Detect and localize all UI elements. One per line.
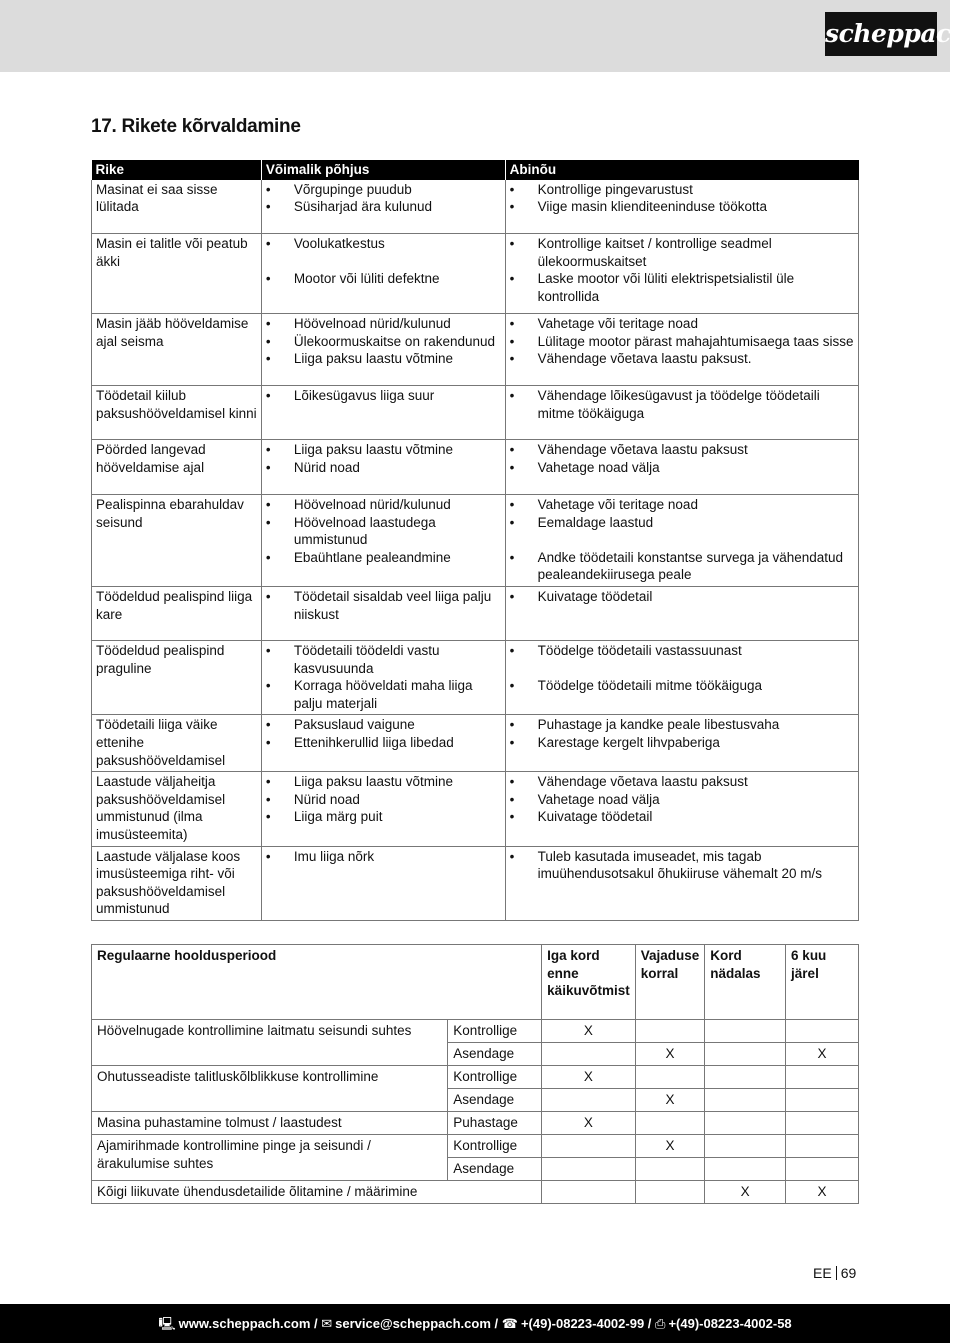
fault-cell: Töödeldud pealispind liiga kare: [92, 587, 262, 641]
table-row: [92, 772, 859, 846]
scheppach-logo: scheppach: [825, 12, 937, 56]
list-item: • Vahetage või teritage noad: [510, 315, 854, 333]
header-remedy: Abinõu: [505, 160, 858, 180]
list-item: • Kuivatage töödetail: [510, 588, 854, 606]
footer-bar: [0, 1304, 950, 1343]
mark-cell: [542, 1043, 636, 1066]
list-item: • Eemaldage laastud: [510, 514, 854, 532]
header-weekly: Kord nädalas: [705, 945, 786, 1020]
list-item: • Töödetaili töödeldi vastu kasvusuunda: [266, 642, 501, 677]
list-item: • Kontrollige kaitset / kontrollige seadmel ülekoormuskaitset: [510, 235, 854, 270]
list-item: • Süsiharjad ära kulunud: [266, 198, 501, 216]
header-cause: Võimalik põhjus: [261, 160, 505, 180]
table-row: [92, 715, 859, 772]
mark-cell: [542, 1181, 636, 1204]
maintenance-header-row: [92, 945, 859, 1020]
mark-cell: [542, 1135, 636, 1158]
table-row: [92, 1020, 859, 1043]
cause-cell: [261, 846, 505, 920]
list-item: • Ebaühtlane pealeandmine: [266, 549, 501, 567]
list-item: • Höövelnoad nürid/kulunud: [266, 496, 501, 514]
mark-cell: X: [542, 1112, 636, 1135]
list-item: • Mootor või lüliti defektne: [266, 270, 501, 288]
mark-cell: X: [542, 1066, 636, 1089]
table-row: [92, 1066, 859, 1089]
list-item: • Laske mootor või lüliti elektrispetsialistil üle kontrollida: [510, 270, 854, 305]
cause-cell: [261, 772, 505, 846]
list-item: • Vahetage või teritage noad: [510, 496, 854, 514]
list-item: • Vähendage lõikesügavust ja töödelge töödetaili mitme töökäiguga: [510, 387, 854, 422]
list-item: • Vahetage noad välja: [510, 459, 854, 477]
page-separator: [836, 1266, 837, 1280]
action-cell: Puhastage: [448, 1112, 542, 1135]
mark-cell: X: [635, 1135, 705, 1158]
cause-cell: [261, 386, 505, 440]
fax-icon: ⎙: [655, 1316, 666, 1331]
mark-cell: X: [542, 1020, 636, 1043]
action-cell: Asendage: [448, 1158, 542, 1181]
table-row: [92, 1135, 859, 1158]
cause-cell: [261, 495, 505, 587]
table-header-row: [92, 160, 859, 180]
cause-cell: [261, 180, 505, 234]
page-lang: EE: [813, 1265, 832, 1281]
fault-cell: Masinat ei saa sisse lülitada: [92, 180, 262, 234]
action-cell: Asendage: [448, 1089, 542, 1112]
action-cell: Asendage: [448, 1043, 542, 1066]
remedy-cell: [505, 234, 858, 314]
footer-phone: +(49)-08223-4002-99 /: [520, 1316, 652, 1331]
mark-cell: [705, 1089, 786, 1112]
remedy-cell: [505, 587, 858, 641]
list-item: • Tuleb kasutada imuseadet, mis tagab imuühendusotsakul õhukiiruse vähemalt 20 m/s: [510, 848, 854, 883]
page-num: 69: [840, 1265, 857, 1281]
task-cell: Höövelnugade kontrollimine laitmatu seisundi suhtes: [92, 1020, 448, 1066]
list-item: • Liiga paksu laastu võtmine: [266, 350, 501, 368]
list-item: • Paksuslaud vaigune: [266, 716, 501, 734]
footer-email[interactable]: service@scheppach.com /: [335, 1316, 499, 1331]
table-row: [92, 495, 859, 587]
mark-cell: [635, 1181, 705, 1204]
mark-cell: [635, 1158, 705, 1181]
mark-cell: [705, 1112, 786, 1135]
table-row: [92, 1181, 859, 1204]
email-icon: ✉: [321, 1316, 333, 1331]
list-item: • Liiga paksu laastu võtmine: [266, 441, 501, 459]
task-cell: Masina puhastamine tolmust / laastudest: [92, 1112, 448, 1135]
mark-cell: [786, 1066, 859, 1089]
cause-cell: [261, 715, 505, 772]
mark-cell: [705, 1043, 786, 1066]
troubleshooting-table: [91, 160, 859, 921]
cause-cell: [261, 440, 505, 495]
fault-cell: Töödetail kiilub paksushööveldamisel kinni: [92, 386, 262, 440]
table-row: [92, 846, 859, 920]
list-item: • Vähendage võetava laastu paksust: [510, 773, 854, 791]
fault-cell: Pealispinna ebarahuldav seisund: [92, 495, 262, 587]
remedy-cell: [505, 772, 858, 846]
remedy-cell: [505, 386, 858, 440]
table-row: [92, 314, 859, 386]
fault-cell: Töödeldud pealispind praguline: [92, 641, 262, 715]
header-maintenance-period: Regulaarne hooldusperiood: [92, 945, 542, 1020]
header-fault: Rike: [92, 160, 262, 180]
footer-web[interactable]: www.scheppach.com /: [178, 1316, 318, 1331]
cause-cell: [261, 587, 505, 641]
list-item: • Liiga märg puit: [266, 808, 501, 826]
table-row: [92, 440, 859, 495]
list-item: • Nürid noad: [266, 791, 501, 809]
list-item: • Töödetail sisaldab veel liiga palju niiskust: [266, 588, 501, 623]
table-row: [92, 587, 859, 641]
footer-fax: +(49)-08223-4002-58: [668, 1316, 792, 1331]
table-row: [92, 386, 859, 440]
list-item: • Töödelge töödetaili mitme töökäiguga: [510, 677, 854, 695]
mark-cell: [705, 1158, 786, 1181]
task-cell: Kõigi liikuvate ühendusdetailide õlitamine / määrimine: [92, 1181, 542, 1204]
page-number: [813, 1265, 856, 1281]
phone-icon: ☎: [501, 1316, 518, 1331]
table-row: [92, 1112, 859, 1135]
action-cell: Kontrollige: [448, 1135, 542, 1158]
mark-cell: X: [786, 1181, 859, 1204]
remedy-cell: [505, 641, 858, 715]
mark-cell: [542, 1089, 636, 1112]
list-item: • Viige masin klienditeeninduse töökotta: [510, 198, 854, 216]
list-item: • Lõikesügavus liiga suur: [266, 387, 501, 405]
list-item: • Karestage kergelt lihvpaberiga: [510, 734, 854, 752]
list-item: • Höövelnoad nürid/kulunud: [266, 315, 501, 333]
list-item: • Nürid noad: [266, 459, 501, 477]
list-item: • Vähendage võetava laastu paksust: [510, 441, 854, 459]
mark-cell: [635, 1112, 705, 1135]
mark-cell: X: [635, 1089, 705, 1112]
remedy-cell: [505, 846, 858, 920]
table-row: [92, 641, 859, 715]
mark-cell: X: [705, 1181, 786, 1204]
mark-cell: [635, 1066, 705, 1089]
mark-cell: [786, 1135, 859, 1158]
section-title: 17. Rikete kõrvaldamine: [91, 116, 301, 137]
cause-cell: [261, 314, 505, 386]
list-item: • Liiga paksu laastu võtmine: [266, 773, 501, 791]
header-bar: [0, 0, 968, 72]
maintenance-table: [91, 944, 859, 1204]
list-item: • Vahetage noad välja: [510, 791, 854, 809]
mark-cell: [786, 1158, 859, 1181]
header-before-commissioning: Iga kord enne käikuvõtmist: [542, 945, 636, 1020]
task-cell: Ajamirihmade kontrollimine pinge ja seisundi / ärakulumise suhtes: [92, 1135, 448, 1181]
mark-cell: [786, 1112, 859, 1135]
cause-cell: [261, 234, 505, 314]
list-item: • Võrgupinge puudub: [266, 181, 501, 199]
list-item: • Höövelnoad laastudega ummistunud: [266, 514, 501, 549]
task-cell: Ohutusseadiste talitluskõlblikkuse kontrollimine: [92, 1066, 448, 1112]
remedy-cell: [505, 314, 858, 386]
header-six-months: 6 kuu järel: [786, 945, 859, 1020]
list-item: • Töödelge töödetaili vastassuunast: [510, 642, 854, 660]
table-row: [92, 234, 859, 314]
list-item: • Lülitage mootor pärast mahajahtumisaega taas sisse: [510, 333, 854, 351]
list-item: • Kuivatage töödetail: [510, 808, 854, 826]
list-item: • Ülekoormuskaitse on rakendunud: [266, 333, 501, 351]
list-item: • Andke töödetaili konstantse survega ja vähendatud pealeandekiirusega peale: [510, 549, 854, 584]
remedy-cell: [505, 440, 858, 495]
table-row: [92, 180, 859, 234]
action-cell: Kontrollige: [448, 1066, 542, 1089]
list-item: • Imu liiga nõrk: [266, 848, 501, 866]
mark-cell: [635, 1020, 705, 1043]
list-item: • Puhastage ja kandke peale libestusvaha: [510, 716, 854, 734]
mark-cell: X: [786, 1043, 859, 1066]
remedy-cell: [505, 715, 858, 772]
remedy-cell: [505, 180, 858, 234]
list-item: • Vähendage võetava laastu paksust.: [510, 350, 854, 368]
mark-cell: [705, 1135, 786, 1158]
remedy-cell: [505, 495, 858, 587]
mark-cell: [705, 1020, 786, 1043]
fault-cell: Laastude väljalase koos imusüsteemiga riht- või paksushööveldamisel ummistunud: [92, 846, 262, 920]
action-cell: Kontrollige: [448, 1020, 542, 1043]
header-as-needed: Vajaduse korral: [635, 945, 705, 1020]
computer-icon: 🖳: [158, 1316, 176, 1331]
fault-cell: Masin jääb hööveldamise ajal seisma: [92, 314, 262, 386]
list-item: • Voolukatkestus: [266, 235, 501, 253]
fault-cell: Laastude väljaheitja paksushööveldamisel ummistunud (ilma imusüsteemita): [92, 772, 262, 846]
cause-cell: [261, 641, 505, 715]
list-item: • Ettenihkerullid liiga libedad: [266, 734, 501, 752]
fault-cell: Pöörded langevad hööveldamise ajal: [92, 440, 262, 495]
list-item: • Kontrollige pingevarustust: [510, 181, 854, 199]
list-item: • Korraga hööveldati maha liiga palju materjali: [266, 677, 501, 712]
mark-cell: [542, 1158, 636, 1181]
mark-cell: [705, 1066, 786, 1089]
mark-cell: X: [635, 1043, 705, 1066]
mark-cell: [786, 1020, 859, 1043]
fault-cell: Masin ei talitle või peatub äkki: [92, 234, 262, 314]
fault-cell: Töödetaili liiga väike ettenihe paksushööveldamisel: [92, 715, 262, 772]
mark-cell: [786, 1089, 859, 1112]
